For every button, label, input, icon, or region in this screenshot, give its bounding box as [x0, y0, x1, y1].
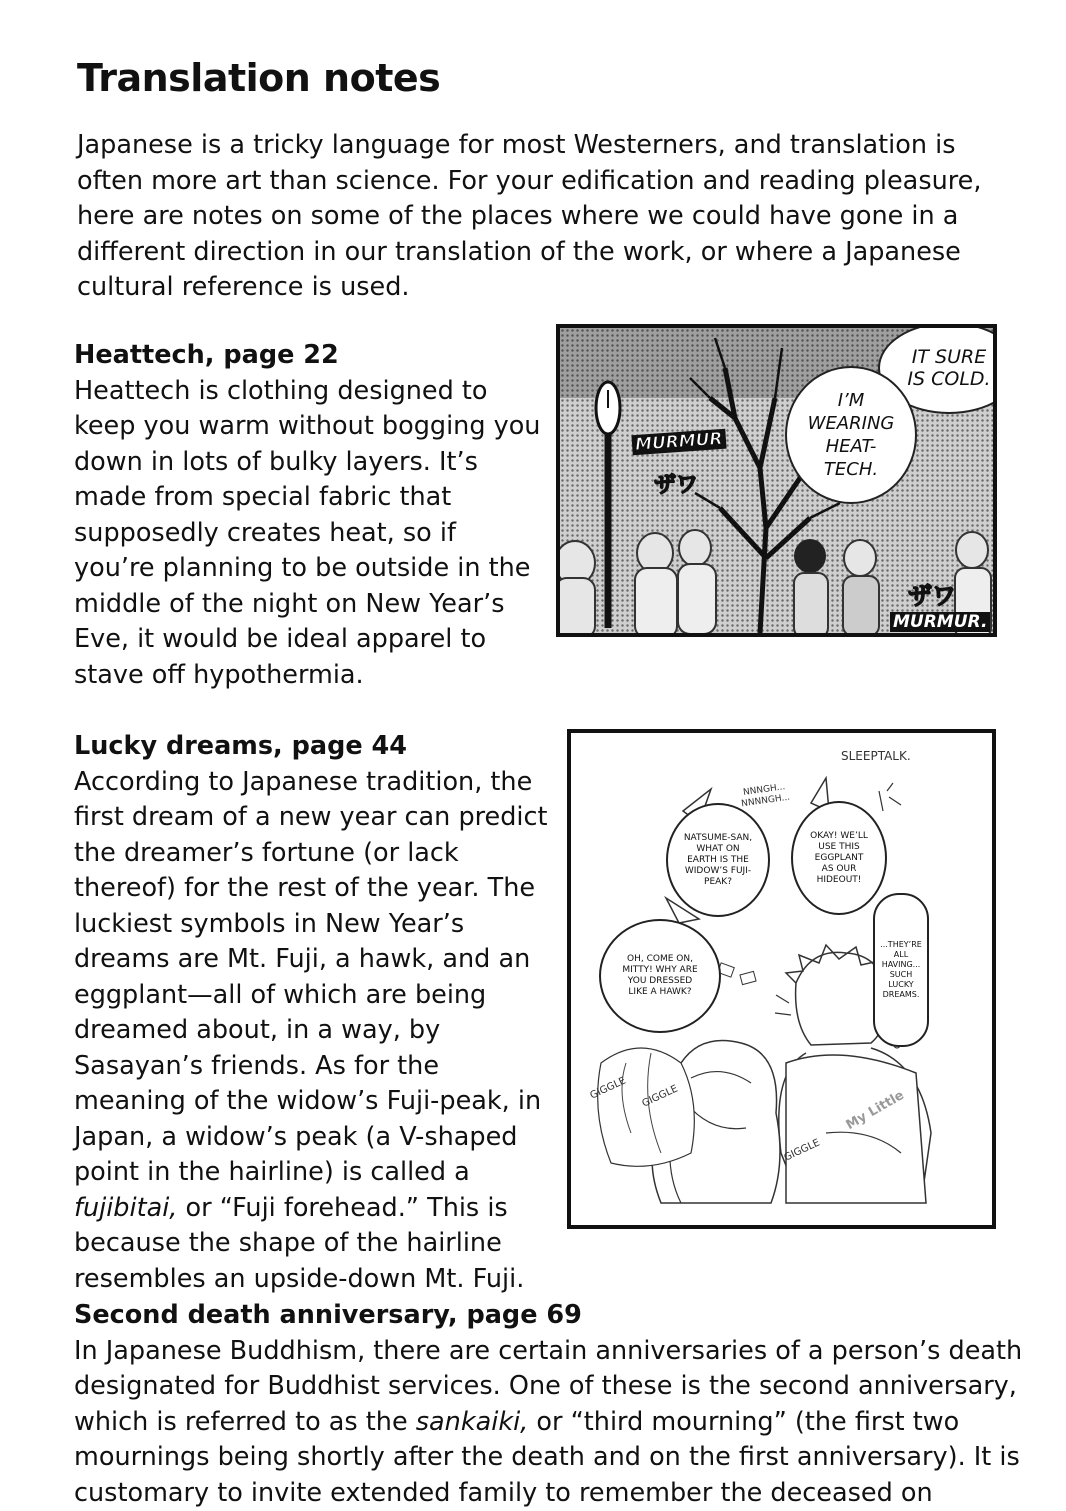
sfx-giggle-left: GIGGLE: [588, 1075, 627, 1101]
sfx-giggle-right: GIGGLE: [782, 1137, 821, 1163]
note-section-lucky-dreams: [74, 729, 554, 1297]
note-body-italic: sankaiki,: [416, 1407, 529, 1437]
speech-bubble-eggplant: OKAY! WE’LL USE THIS EGGPLANT AS OUR HIDEOUT!: [791, 801, 887, 915]
note-body: [74, 1334, 1024, 1511]
manga-panel-heattech: [556, 324, 997, 637]
note-body-text: According to Japanese tradition, the first dream of a new year can predict the dreamer’s fortune (or lack thereof) for the rest of the year. The luckiest symbols in New Year’s dreams are Mt. Fuji, a hawk, and an eggplant—all of which are being dreamed about, in a way, by Sasayan’s friends. As for the meaning of the widow’s Fuji-peak, in Japan, a widow’s peak (a V-shaped point in the hairline) is called a: [74, 767, 548, 1188]
sfx-murmur-right: MURMUR.: [890, 612, 990, 632]
note-body-text: or “third mourning” (the first two mournings being shortly after the death and on the first anniversary). It is customary to invite extended family to remember the deceased on: [74, 1407, 1020, 1508]
page-title: Translation notes: [77, 56, 440, 100]
note-section-death-anniversary: [74, 1298, 1024, 1511]
sfx-zawa-right: ザワ: [908, 576, 956, 611]
note-body-text: or “Fuji forehead.” This is because the shape of the hairline resembles an upside-down Mt. Fuji.: [74, 1193, 524, 1294]
speech-bubble-lucky: ...THEY’RE ALL HAVING... SUCH LUCKY DREAMS.: [873, 893, 929, 1047]
note-heading: Lucky dreams, page 44: [74, 729, 554, 765]
note-body: [74, 765, 554, 1298]
shirt-text: My Little: [844, 1088, 907, 1133]
speech-bubble-heattech: I’M WEARING HEAT-TECH.: [785, 366, 917, 504]
note-heading: Heattech, page 22: [74, 338, 544, 374]
sfx-nnngh: NNNGH... NNNNGH...: [728, 780, 802, 812]
note-body: Heattech is clothing designed to keep you warm without bogging you down in lots of bulky layers. It’s made from special fabric that supposedly creates heat, so if you’re planning to be outside in the middle of the night on New Year’s Eve, it would be ideal apparel to stave off hypothermia.: [74, 374, 544, 694]
sleeptalk-label: SLEEPTALK.: [841, 749, 911, 763]
note-heading: Second death anniversary, page 69: [74, 1298, 1024, 1334]
sfx-zawa-left: ザワ: [654, 468, 698, 499]
note-section-heattech: [74, 338, 544, 693]
sfx-murmur-left: MURMUR: [631, 429, 726, 455]
note-body-text: In Japanese Buddhism, there are certain anniversaries of a person’s death designated for Buddhist services. One of these is the second anniversary, which is referred to as the: [74, 1336, 1022, 1437]
sfx-giggle-middle: GIGGLE: [640, 1083, 679, 1109]
manga-panel-lucky-dreams: [567, 729, 996, 1229]
speech-bubble-natsume: NATSUME-SAN, WHAT ON EARTH IS THE WIDOW’S FUJI-PEAK?: [666, 803, 770, 917]
speech-bubble-mitty: OH, COME ON, MITTY! WHY ARE YOU DRESSED LIKE A HAWK?: [599, 919, 721, 1033]
note-body-italic: fujibitai,: [74, 1193, 177, 1223]
speech-bubble-cold: IT SURE IS COLD.: [878, 324, 997, 414]
intro-paragraph: Japanese is a tricky language for most Westerners, and translation is often more art than science. For your edification and reading pleasure, here are notes on some of the places where we could have gone in a different direction in our translation of the work, or where a Japanese cultural reference is used.: [77, 128, 1017, 306]
